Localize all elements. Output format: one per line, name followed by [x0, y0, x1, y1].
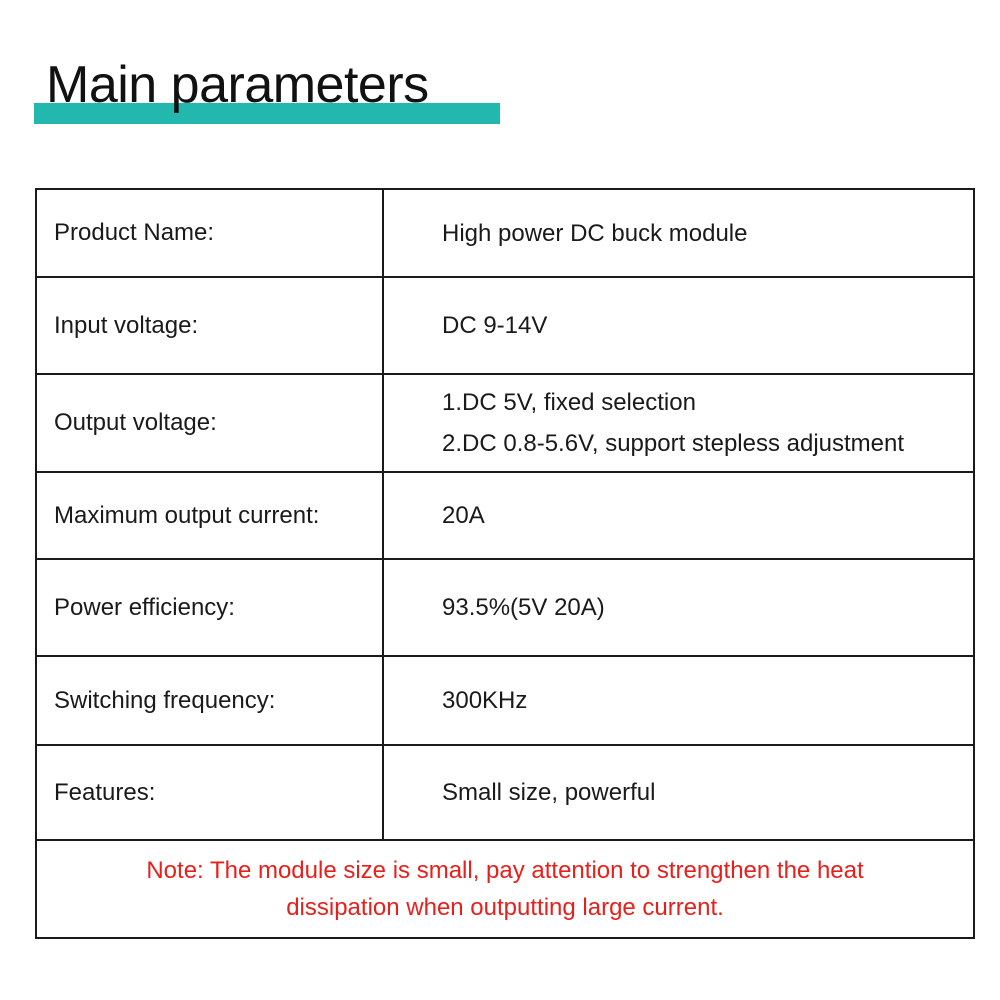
param-value	[383, 559, 974, 656]
param-value-line: DC 9-14V	[442, 312, 548, 339]
table-row-product-name	[36, 189, 974, 277]
param-value-line: 93.5%(5V 20A)	[442, 594, 605, 621]
table-row-max-output-current	[36, 472, 974, 559]
page-title: Main parameters	[46, 56, 429, 114]
param-label: Power efficiency:	[36, 559, 383, 656]
param-value-line: 300KHz	[442, 687, 528, 714]
param-value-line: Small size, powerful	[442, 779, 656, 806]
param-label: Switching frequency:	[36, 656, 383, 745]
param-value	[383, 374, 974, 472]
param-value	[383, 745, 974, 840]
note-line: dissipation when outputting large current.	[286, 894, 724, 921]
param-value-line: 1.DC 5V, fixed selection	[442, 389, 696, 416]
table-row-features	[36, 745, 974, 840]
section-header	[34, 50, 500, 126]
table-row-note	[36, 840, 974, 938]
param-label: Output voltage:	[36, 374, 383, 472]
param-value	[383, 472, 974, 559]
param-value	[383, 277, 974, 374]
param-value-line: 20A	[442, 502, 485, 529]
parameters-table	[35, 188, 975, 939]
table-row-output-voltage	[36, 374, 974, 472]
param-label: Input voltage:	[36, 277, 383, 374]
param-label: Product Name:	[36, 189, 383, 277]
note-line: Note: The module size is small, pay attention to strengthen the heat	[146, 857, 864, 884]
note-text	[36, 840, 974, 938]
param-value	[383, 189, 974, 277]
table-row-input-voltage	[36, 277, 974, 374]
param-label: Maximum output current:	[36, 472, 383, 559]
param-value	[383, 656, 974, 745]
param-value-line: High power DC buck module	[442, 219, 748, 247]
param-value-line: 2.DC 0.8-5.6V, support stepless adjustment	[442, 430, 905, 457]
table-row-switching-frequency	[36, 656, 974, 745]
table-row-power-efficiency	[36, 559, 974, 656]
param-label: Features:	[36, 745, 383, 840]
